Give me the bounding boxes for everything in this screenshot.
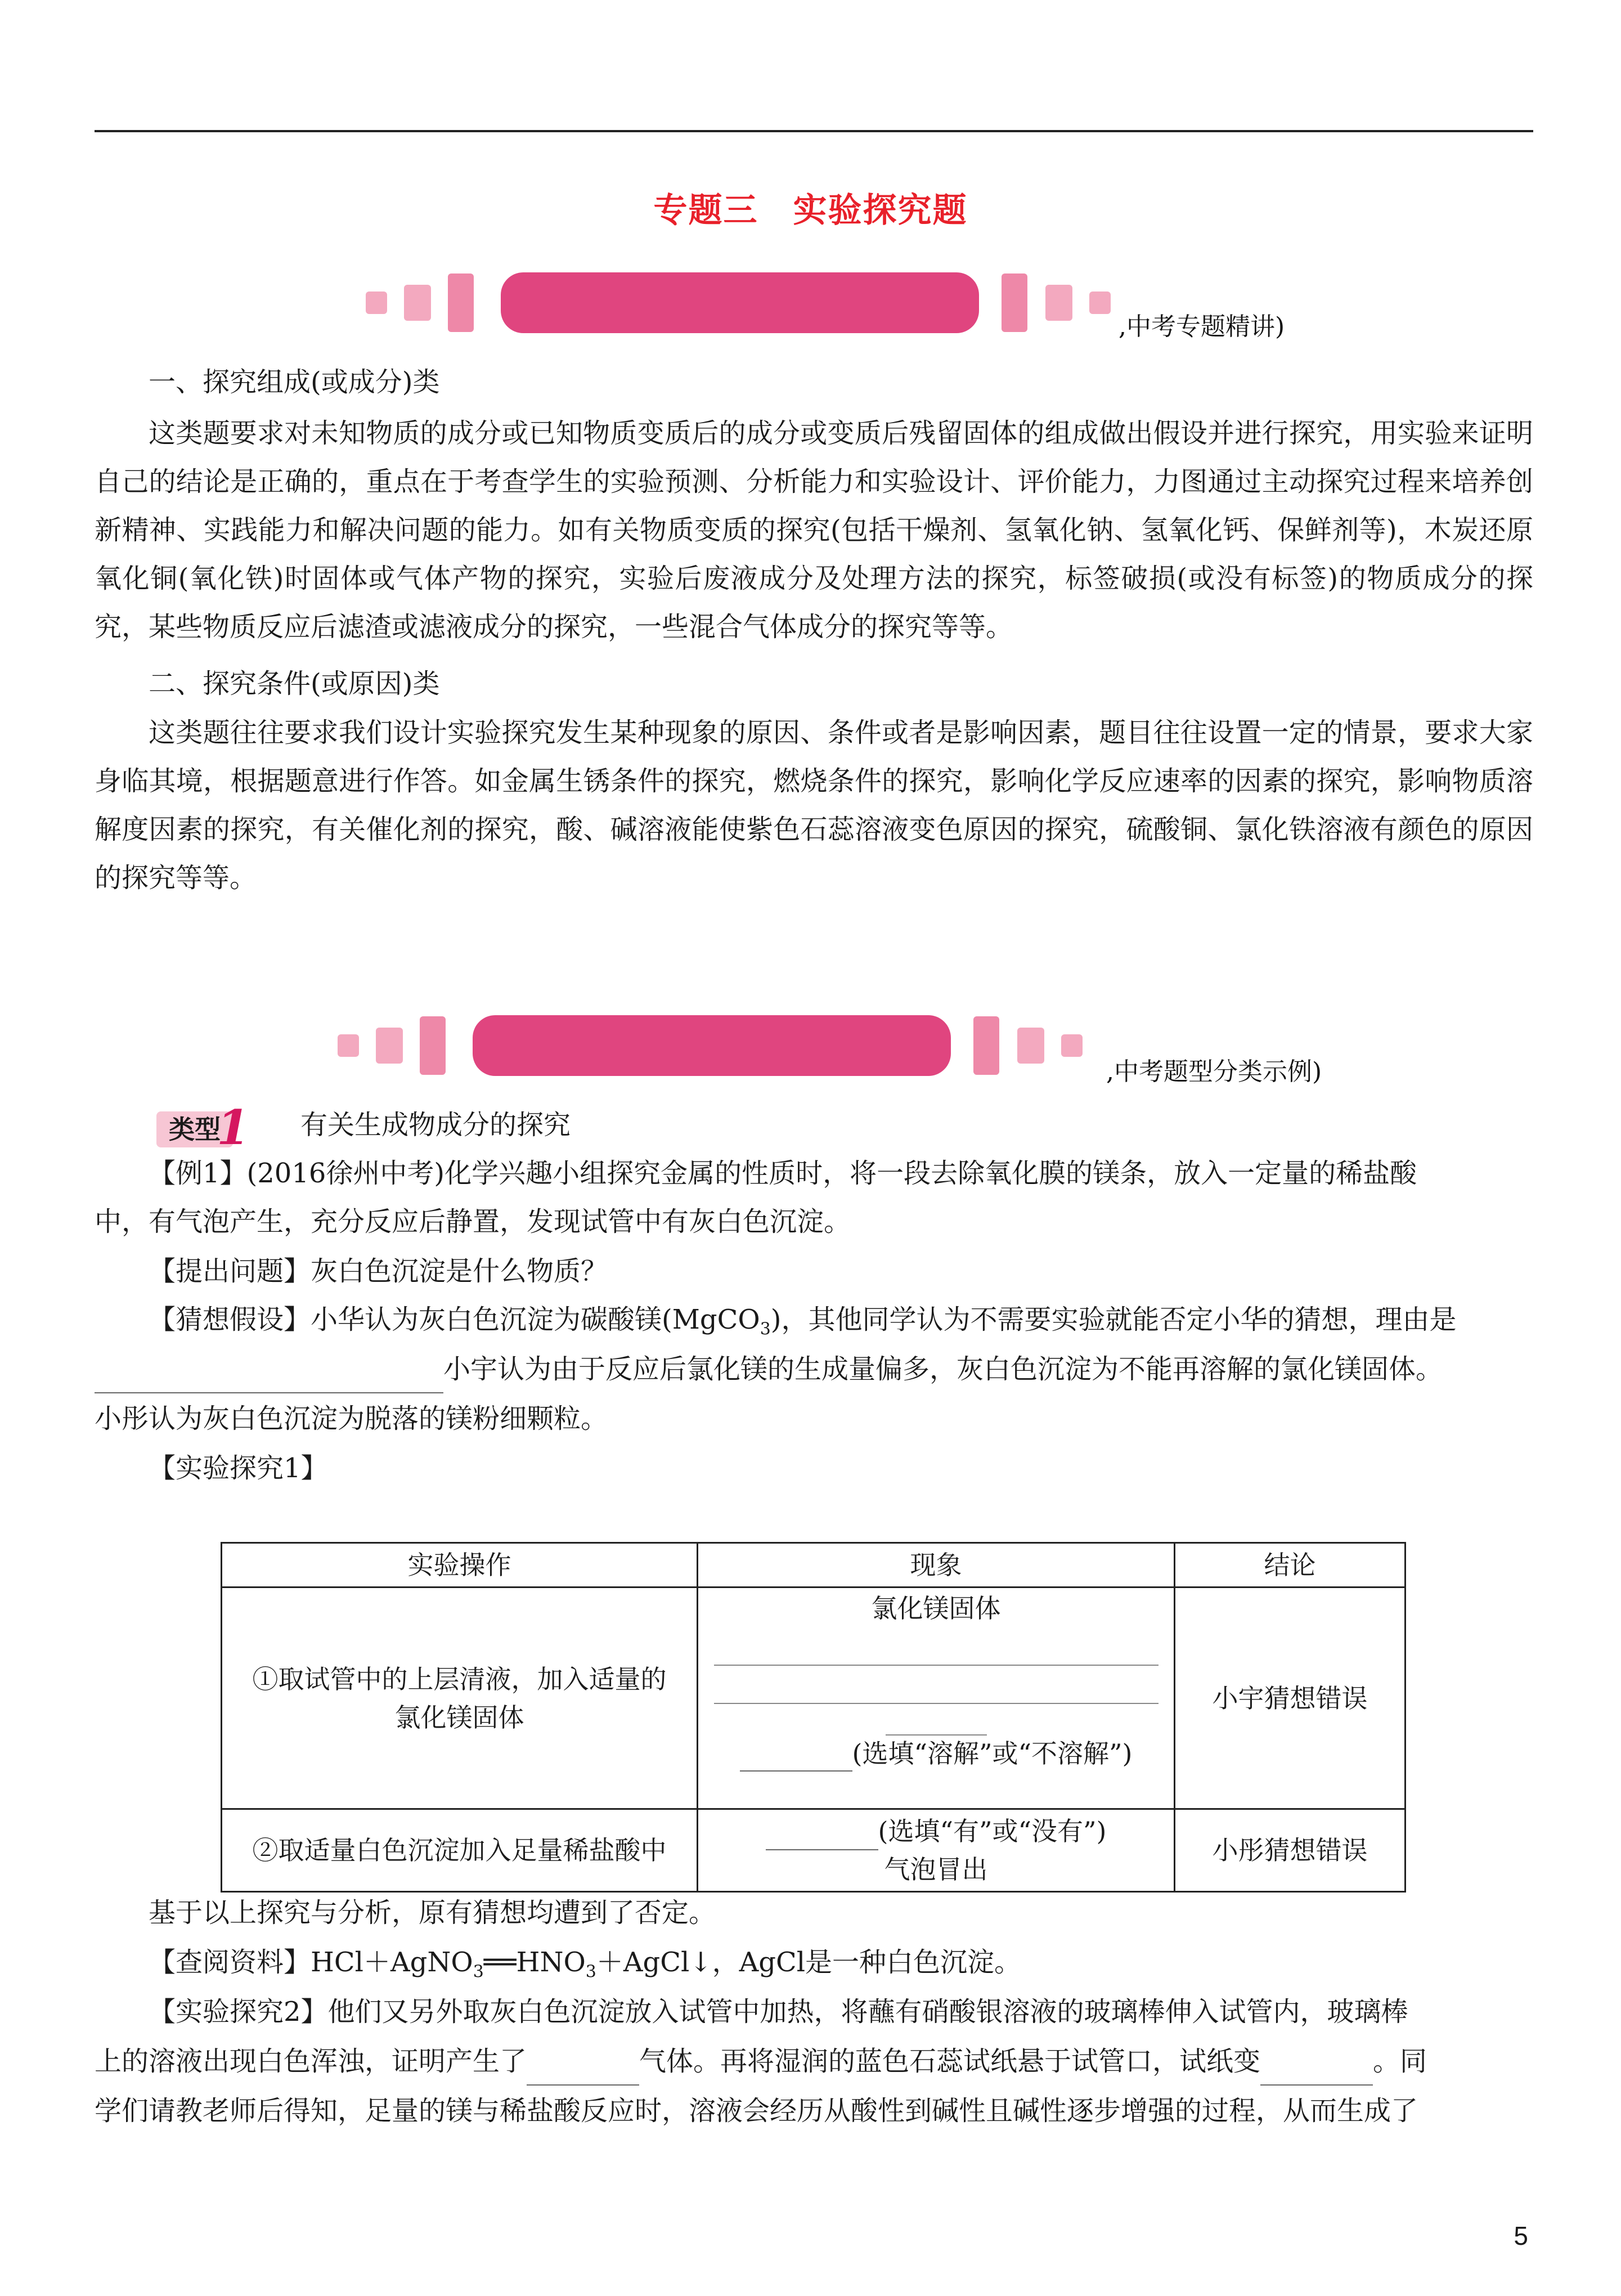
banner-pill [473,1015,951,1076]
answer-blank[interactable] [766,1823,878,1850]
example-line-2: 中，有气泡产生，充分反应后静置，发现试管中有灰白色沉淀。 [95,1206,851,1237]
table-header: 实验操作 [222,1543,698,1588]
answer-blank[interactable] [1260,2055,1373,2086]
answer-blank[interactable] [95,1363,443,1393]
header-rule [95,130,1533,132]
type-number: 1 [217,1100,250,1155]
table-cell-conclusion: 小彤猜想错误 [1174,1809,1405,1892]
page-title: 专题三 实验探究题 [653,191,968,230]
phenomenon-top: 氯化镁固体 [871,1593,1001,1624]
phenomenon-fill-text: (选填“有”或“没有”) [878,1816,1107,1846]
banner-pill [501,272,979,333]
section-body-2: 这类题往往要求我们设计实验探究发生某种现象的原因、条件或者是影响因素，题目往往设置一定的情景，要求大家身临其境，根据题意进行作答。如金属生锈条件的探究，燃烧条件的探究，影响化学反应速率的因素的探究，影响物质溶解度因素的探究，有关催化剂的探究，酸、碱溶液能使紫色石蕊溶液变色原因的探究，硫酸铜、氯化铁溶液有颜色的原因的探究等等。 [95,717,1533,894]
example-line-1: 【例1】(2016徐州中考)化学兴趣小组探究金属的性质时，将一段去除氧化膜的镁条，放入一定量的稀盐酸 [149,1158,1417,1189]
experiment-2-text-2: 气体。再将湿润的蓝色石蕊试纸悬于试管口，试纸变 [639,2046,1261,2077]
experiment-table [221,1542,1406,1893]
reference-text-b: ══HNO [483,1947,586,1978]
question-line: 【提出问题】灰白色沉淀是什么物质？ [149,1255,608,1287]
section-body-1: 这类题要求对未知物质的成分或已知物质变质后的成分或变质后残留固体的组成做出假设并进行探究，用实验来证明自己的结论是正确的，重点在于考查学生的实验预测、分析能力和实验设计、评价能力，力图通过主动探究过程来培养创新精神、实践能力和解决问题的能力。如有关物质变质的探究(包括干燥剂、氢氧化钠、氢氧化钙、保鲜剂等)，木炭还原氧化铜(氧化铁)时固体或气体产物的探究，实验后废液成分及处理方法的探究，标签破损(或没有标签)的物质成分的探究，某些物质反应后滤渣或滤液成分的探究，一些混合气体成分的探究等等。 [95,418,1533,643]
banner-decor [420,1016,446,1075]
answer-blank[interactable] [714,1627,1159,1666]
table-cell-phenomenon [698,1809,1175,1892]
table-header: 现象 [698,1543,1175,1588]
reference-text-a: 【查阅资料】HCl＋AgNO [149,1947,473,1978]
type-title: 有关生成物成分的探究 [300,1109,571,1141]
hypothesis-text-a: 【猜想假设】小华认为灰白色沉淀为碳酸镁(MgCO [149,1304,760,1335]
experiment-2-line-2 [95,2037,1533,2086]
banner-decor [1017,1028,1044,1064]
table-cell-phenomenon [698,1588,1175,1809]
banner-decor [1061,1034,1083,1057]
banner-decor [973,1016,999,1075]
banner-decor [1002,273,1027,332]
operation-text: ②取适量白色沉淀加入足量稀盐酸中 [252,1835,667,1866]
banner-decor [366,292,387,314]
banner-label-1: ,中考专题精讲) [1119,312,1285,341]
hypothesis-line-3: 小彤认为灰白色沉淀为脱落的镁粉细颗粒。 [95,1403,608,1434]
phenomenon-fill-text: (选填“溶解”或“不溶解”) [852,1738,1133,1769]
hypothesis-line-2 [95,1345,1533,1393]
banner-label-2: ,中考题型分类示例) [1106,1057,1322,1086]
experiment-2-text-1: 上的溶液出现白色浑浊，证明产生了 [95,2046,527,2077]
hypothesis-text-2: 小宇认为由于反应后氯化镁的生成量偏多，灰白色沉淀为不能再溶解的氯化镁固体。 [443,1353,1443,1385]
answer-blank[interactable] [714,1666,1159,1704]
banner-decor [376,1028,403,1064]
answer-blank[interactable] [527,2055,639,2086]
experiment-2-text-3: 。同 [1373,2046,1427,2077]
table-cell-operation [222,1809,698,1892]
phenomenon-bottom: 气泡冒出 [884,1854,988,1885]
table-row [222,1809,1406,1892]
section-banner-1 [360,270,1137,338]
experiment-1-label: 【实验探究1】 [149,1452,328,1484]
table-cell-conclusion: 小宇猜想错误 [1174,1588,1405,1809]
experiment-2-line-3: 学们请教老师后得知，足量的镁与稀盐酸反应时，溶液会经历从酸性到碱性且碱性逐步增强的过程，从而生成了 [95,2095,1418,2127]
section-heading-2: 二、探究条件(或原因)类 [149,668,440,699]
table-header-row [222,1543,1406,1588]
banner-decor [404,285,431,321]
type-badge: 类型 [156,1111,233,1147]
reference-subscript-2: 3 [585,1962,596,1982]
banner-decor [448,273,474,332]
answer-blank[interactable] [740,1745,852,1772]
experiment-2-line-1: 【实验探究2】他们又另外取灰白色沉淀放入试管中加热，将蘸有硝酸银溶液的玻璃棒伸入试管内，玻璃棒 [149,1996,1408,2028]
page-number: 5 [1514,2221,1528,2250]
hypothesis-subscript: 3 [760,1319,771,1339]
negated-line: 基于以上探究与分析，原有猜想均遭到了否定。 [149,1897,716,1929]
table-cell-operation [222,1588,698,1809]
reference-subscript-1: 3 [473,1962,484,1982]
answer-blank[interactable] [886,1704,987,1736]
phenomenon-fill [705,1812,1167,1850]
hypothesis-text-b: )，其他同学认为不需要实验就能否定小华的猜想，理由是 [770,1304,1457,1335]
banner-decor [1045,285,1072,321]
operation-text: ①取试管中的上层清液，加入适量的氯化镁固体 [252,1663,667,1733]
banner-decor [1089,292,1111,314]
type-heading [156,1094,269,1155]
phenomenon-fill [705,1736,1167,1772]
reference-text-c: ＋AgCl↓，AgCl是一种白色沉淀。 [596,1947,1022,1978]
banner-decor [338,1034,359,1057]
table-row [222,1588,1406,1809]
section-banner-2 [332,1013,1108,1080]
section-heading-1: 一、探究组成(或成分)类 [149,366,440,398]
table-header: 结论 [1174,1543,1405,1588]
